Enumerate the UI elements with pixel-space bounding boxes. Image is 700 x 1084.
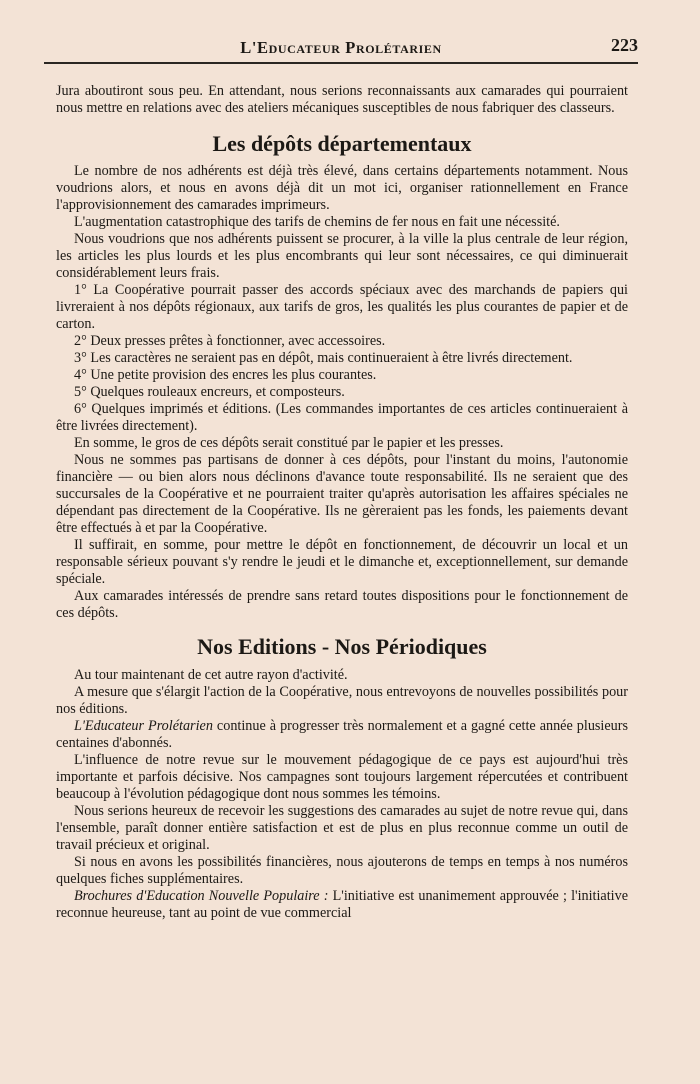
section-heading-editions: Nos Editions - Nos Périodiques	[197, 634, 487, 659]
depots-item-3: 3° Les caractères ne seraient pas en dépôt, mais continueraient à être livrés directement.	[74, 350, 573, 366]
editions-paragraph-4: L'influence de notre revue sur le mouvement pédagogique de ce pays est aujourd'hui très importante et parfois décisive. Nos campagnes sont toujours largement répercutées et contribuent beaucoup à l'évolution pédagogique dont nous sommes les témoins.	[56, 752, 628, 802]
depots-paragraph-2: L'augmentation catastrophique des tarifs de chemins de fer nous en fait une nécessité.	[74, 214, 560, 230]
editions-paragraph-3	[56, 718, 628, 752]
depots-item-5: 5° Quelques rouleaux encreurs, et composteurs.	[74, 384, 345, 400]
editions-paragraph-3-text: continue à progresser très normalement et a gagné cette année plusieurs centaines d'abonnés.	[56, 718, 629, 751]
depots-paragraph-3: Nous voudrions que nos adhérents puissent se procurer, à la ville la plus centrale de leur région, les articles les plus lourds et les plus encombrants qui leur sont nécessaires, ce qui diminuerait considérablement leurs frais.	[56, 231, 628, 281]
page-number: 223	[611, 35, 638, 55]
depots-item-6: 6° Quelques imprimés et éditions. (Les commandes importantes de ces articles continueraient à être livrées directement).	[56, 401, 628, 434]
editions-paragraph-7-text: L'initiative est unanimement approuvée ; l'initiative reconnue heureuse, tant au point de vue commercial	[56, 888, 628, 921]
depots-paragraph-local: Il suffirait, en somme, pour mettre le dépôt en fonctionnement, de découvrir un local et un responsable sérieux pouvant s'y rendre le jeudi et le dimanche et, exceptionnellement, sur demande spéciale.	[56, 537, 628, 587]
depots-item-2: 2° Deux presses prêtes à fonctionner, avec accessoires.	[74, 333, 386, 349]
depots-paragraph-summary: En somme, le gros de ces dépôts serait constitué par le papier et les presses.	[74, 435, 504, 451]
depots-item-4: 4° Une petite provision des encres les plus courantes.	[74, 367, 377, 383]
intro-paragraph: Jura aboutiront sous peu. En attendant, nous serions reconnaissants aux camarades qui pourraient nous mettre en relations avec des ateliers mécaniques susceptibles de nous fabriquer des classeurs.	[56, 83, 628, 116]
section-heading-depots: Les dépôts départementaux	[212, 131, 472, 156]
editions-paragraph-2: A mesure que s'élargit l'action de la Coopérative, nous entrevoyons de nouvelles possibilités pour nos éditions.	[56, 684, 628, 717]
editions-paragraph-1: Au tour maintenant de cet autre rayon d'activité.	[74, 667, 348, 683]
journal-title: L'Educateur Prolétarien	[240, 38, 442, 57]
depots-paragraph-autonomy: Nous ne sommes pas partisans de donner à ces dépôts, pour l'instant du moins, l'autonomie financière — ou bien alors nous déclinons d'avance toute responsabilité. Ils ne seraient que des succursales de la Coopérative et ne pourraient traiter qu'après autorisation les affaires spéciales ne dépendant pas directement de la Coopérative. Ils ne gèreraient pas les fonds, les paiements devant être effectués à et par la Coopérative.	[56, 452, 628, 536]
article-body	[56, 83, 628, 922]
editions-paragraph-7	[56, 888, 628, 922]
depots-paragraph-call: Aux camarades intéressés de prendre sans retard toutes dispositions pour le fonctionnement de ces dépôts.	[56, 588, 628, 621]
depots-paragraph-1: Le nombre de nos adhérents est déjà très élevé, dans certains départements notamment. Nous voudrions alors, et nous en avons déjà dit un mot ici, organiser rationnellement en France l'approvisionnement des camarades imprimeurs.	[56, 163, 628, 213]
editions-paragraph-5: Nous serions heureux de recevoir les suggestions des camarades au sujet de notre revue qui, dans l'ensemble, paraît donner entière satisfaction et est de plus en plus reconnue comme un outil de travail précieux et original.	[56, 803, 628, 853]
depots-item-1: 1° La Coopérative pourrait passer des accords spéciaux avec des marchands de papiers qui livreraient à nos dépôts régionaux, aux tarifs de gros, les qualités les plus courantes de papier et de carton.	[56, 282, 628, 332]
brochures-title-italic: Brochures d'Education Nouvelle Populaire :	[74, 888, 329, 904]
journal-name-italic: L'Educateur Prolétarien	[74, 718, 213, 734]
editions-paragraph-6: Si nous en avons les possibilités financières, nous ajouterons de temps en temps à nos numéros quelques fiches supplémentaires.	[56, 854, 628, 887]
running-header	[44, 34, 638, 64]
